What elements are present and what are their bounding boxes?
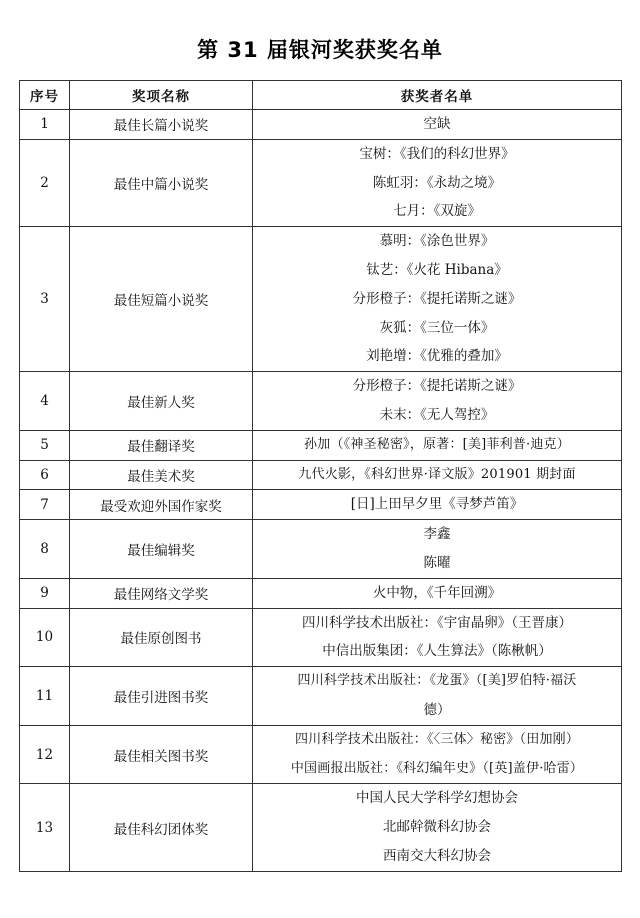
winners-cell [253,784,622,871]
winner-entry: 宝树：《我们的科幻世界》 [359,145,515,162]
winner-entry: 九代火影，《科幻世界·译文版》201901 期封面 [298,466,576,482]
winner-entry: 灰狐：《三位一体》 [379,319,495,336]
table-row [20,460,622,490]
header-number: 序号 [20,81,70,110]
award-number: 10 [20,608,70,667]
award-name: 最佳翻译奖 [70,430,253,460]
table-row [20,490,622,520]
winners-cell [253,667,622,726]
table-row [20,725,622,784]
winners-cell [253,490,622,520]
winner-entry: 四川科学技术出版社：《〈三体〉秘密》（田加刚） [294,731,580,747]
winner-entry: 分形橙子：《提托诺斯之谜》 [352,378,522,395]
award-name: 最佳原创图书 [70,608,253,667]
winners-cell [253,608,622,667]
winners-cell [253,227,622,372]
header-award: 奖项名称 [70,81,253,110]
table-row [20,227,622,372]
winner-entry: 火中物，《千年回溯》 [372,584,502,601]
page-title: 第 31 届银河奖获奖名单 [197,38,443,62]
table-row [20,578,622,608]
award-number: 11 [20,667,70,726]
award-number: 8 [20,520,70,579]
winners-cell [253,430,622,460]
award-number: 2 [20,139,70,226]
table-row [20,784,622,871]
winner-entry: 四川科学技术出版社：《龙蛋》（[美]罗伯特·福沃 [297,673,577,689]
winner-entry: 空缺 [423,116,451,132]
winner-entry: 孙加（《神圣秘密》，原著：[美]菲利普·迪克） [304,436,570,452]
award-name: 最佳中篇小说奖 [70,139,253,226]
winner-entry: 北邮幹微科幻协会 [383,819,491,836]
winner-entry: 中国画报出版社：《科幻编年史》（[英]盖伊·哈雷） [290,760,584,776]
winner-entry: 四川科学技术出版社：《宇宙晶卵》（王晋康） [302,614,572,631]
winners-cell [253,460,622,490]
table-row [20,667,622,726]
award-number: 5 [20,430,70,460]
table-row [20,139,622,226]
winners-cell [253,725,622,784]
winner-entry: [日]上田早夕里《寻梦芦笛》 [350,496,524,513]
table-row [20,372,622,431]
winners-cell [253,139,622,226]
table-header-row [20,81,622,110]
award-name: 最佳短篇小说奖 [70,227,253,372]
award-name: 最佳美术奖 [70,460,253,490]
award-number: 6 [20,460,70,490]
award-name: 最佳科幻团体奖 [70,784,253,871]
award-name: 最佳相关图书奖 [70,725,253,784]
award-name: 最佳新人奖 [70,372,253,431]
winners-cell [253,110,622,140]
award-name: 最受欢迎外国作家奖 [70,490,253,520]
winner-entry: 陈虹羽：《永劫之境》 [372,174,502,191]
winners-cell [253,578,622,608]
winner-entry: 中信出版集团：《人生算法》（陈楸帆） [322,643,552,660]
header-winners: 获奖者名单 [253,81,622,110]
winner-entry: 中国人民大学科学幻想协会 [356,790,518,807]
table-row [20,520,622,579]
winners-cell [253,520,622,579]
award-name: 最佳编辑奖 [70,520,253,579]
award-name: 最佳引进图书奖 [70,667,253,726]
award-number: 3 [20,227,70,372]
winner-entry: 分形橙子：《提托诺斯之谜》 [352,290,522,307]
winner-entry: 德） [423,701,451,718]
award-number: 1 [20,110,70,140]
award-name: 最佳长篇小说奖 [70,110,253,140]
winner-entry: 刘艳增：《优雅的叠加》 [366,348,508,365]
award-number: 13 [20,784,70,871]
table-row [20,110,622,140]
winner-entry: 李鑫 [423,526,451,543]
award-number: 12 [20,725,70,784]
award-name: 最佳网络文学奖 [70,578,253,608]
winner-entry: 西南交大科幻协会 [383,847,491,864]
winner-entry: 陈曜 [423,554,451,571]
winner-entry: 七月：《双旋》 [393,203,481,220]
award-number: 9 [20,578,70,608]
table-row [20,608,622,667]
winner-entry: 未末：《无人驾控》 [379,406,495,423]
winner-entry: 钛艺：《火花 Hibana》 [366,261,508,278]
winner-entry: 慕明：《涂色世界》 [379,233,495,250]
award-number: 7 [20,490,70,520]
award-number: 4 [20,372,70,431]
table-row [20,430,622,460]
awards-table [19,80,622,872]
table-body [20,110,622,872]
winners-cell [253,372,622,431]
